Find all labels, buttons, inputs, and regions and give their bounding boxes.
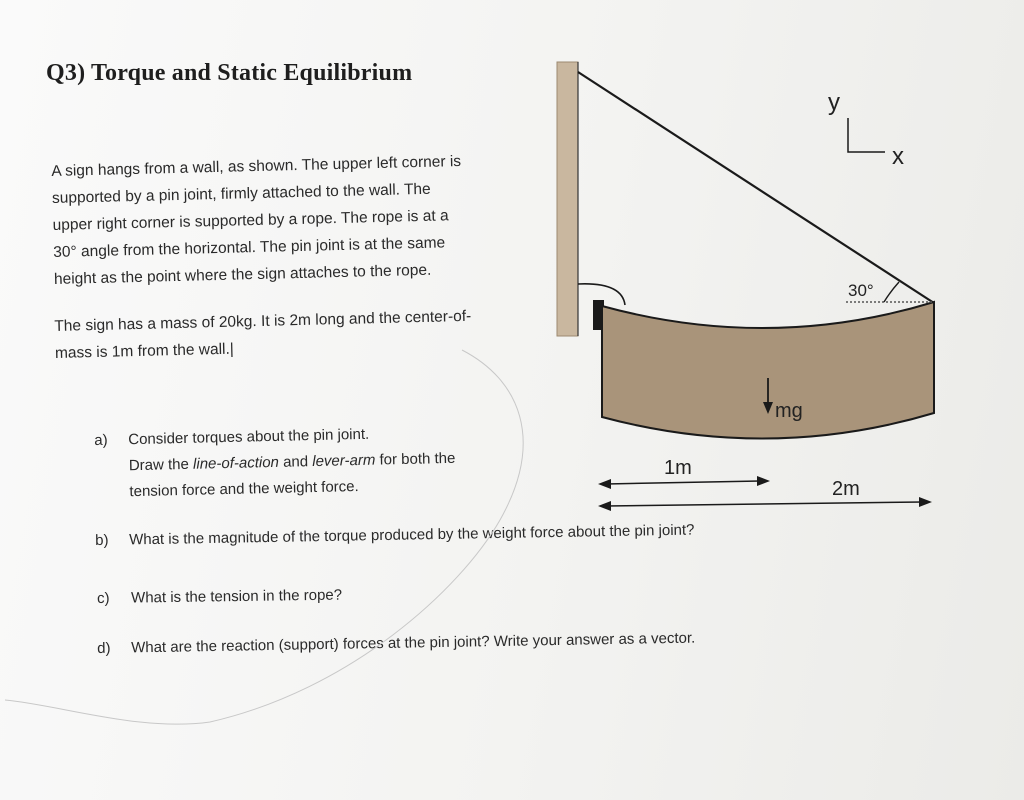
dimension-1m-line [606,481,760,484]
description-line: height as the point where the sign attaches to the rope. [53,261,432,288]
question-text: What is the tension in the rope? [130,586,343,607]
question-label: b) [95,531,109,549]
emphasis-lever-arm: lever-arm [312,451,376,471]
rope [578,72,934,303]
pencil-scribble [5,350,523,724]
angle-label: 30° [848,281,874,300]
sign [602,302,934,439]
description-line: 30° angle from the horizontal. The pin joint is at the same [53,234,446,261]
description-line: mass is 1m from the wall.| [54,340,235,362]
description-line: A sign hangs from a wall, as shown. The upper left corner is [51,152,462,180]
question-label: d) [97,639,111,657]
dimension-1m-left-arrow [598,479,611,489]
dimension-1m-label: 1m [664,457,692,479]
dimension-2m-label: 2m [832,478,860,500]
question-text: Consider torques about the pin joint. [128,425,370,449]
description-line: The sign has a mass of 20kg. It is 2m long and the center-of- [54,307,472,335]
question-text: Draw the line-of-action and lever-arm for both the [128,449,456,475]
angle-arc [884,282,899,302]
wall [557,62,578,336]
dimension-2m-left-arrow [598,501,611,511]
weight-label: mg [775,400,803,422]
axes-icon [848,118,885,152]
question-text: What are the reaction (support) forces at the pin joint? Write your answer as a vector. [130,629,696,657]
dimension-1m-right-arrow [757,476,770,486]
question-text: What is the magnitude of the torque produced by the weight force about the pin joint? [128,521,695,549]
description-line: upper right corner is supported by a rope. The rope is at a [52,207,449,234]
axis-x-label: x [892,143,904,170]
question-label: c) [97,589,110,607]
dimension-2m-line [606,502,923,506]
emphasis-line-of-action: line-of-action [192,453,280,473]
description-line: supported by a pin joint, firmly attached to the wall. The [51,180,431,207]
question-label: a) [94,431,108,449]
page-title: Q3) Torque and Static Equilibrium [46,60,413,86]
dimension-2m-right-arrow [919,497,932,507]
axis-y-label: y [828,89,840,116]
question-text: tension force and the weight force. [129,478,359,501]
